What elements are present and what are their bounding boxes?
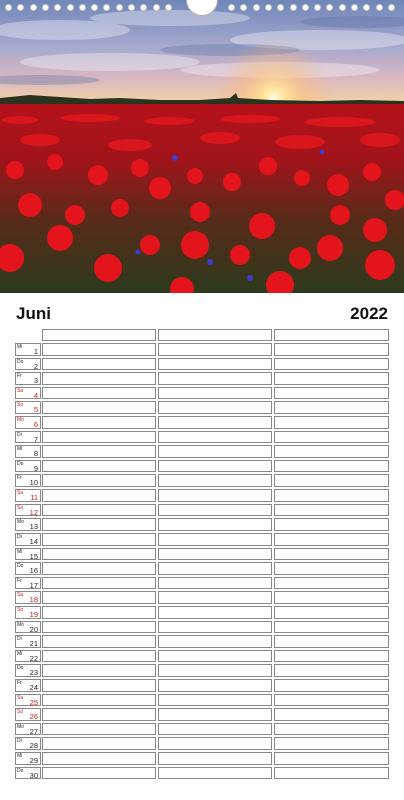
- entry-cell[interactable]: [158, 635, 272, 648]
- entry-cell[interactable]: [274, 372, 389, 385]
- entry-cell[interactable]: [158, 358, 272, 371]
- weekday-label: Di: [17, 636, 22, 643]
- day-row: [15, 372, 390, 385]
- entry-cell[interactable]: [42, 445, 156, 458]
- binding-hole: [376, 4, 383, 11]
- weekday-label: Mi: [17, 548, 23, 555]
- binding-hole: [140, 4, 147, 11]
- day-row: [15, 694, 390, 707]
- entry-cell[interactable]: [42, 621, 156, 634]
- day-number: 11: [30, 493, 38, 503]
- calendar-grid: [15, 329, 390, 781]
- day-number: 20: [29, 624, 38, 634]
- day-number: 12: [29, 507, 38, 517]
- entry-cell[interactable]: [274, 621, 389, 634]
- entry-cell[interactable]: [274, 416, 389, 429]
- day-label: [15, 474, 41, 487]
- entry-cell[interactable]: [42, 664, 156, 677]
- binding-hole: [153, 4, 160, 11]
- day-label: [15, 650, 41, 663]
- day-number: 18: [29, 595, 38, 605]
- weekday-label: So: [17, 606, 24, 613]
- entry-cell[interactable]: [274, 343, 389, 356]
- entry-cell[interactable]: [158, 533, 272, 546]
- day-row: [15, 518, 390, 531]
- day-label: [15, 664, 41, 677]
- weekday-label: Do: [17, 358, 24, 365]
- entry-cell[interactable]: [274, 387, 389, 400]
- day-row: [15, 387, 390, 400]
- day-row: [15, 431, 390, 444]
- weekday-label: Di: [17, 738, 22, 745]
- binding-hole: [42, 4, 49, 11]
- entry-cell[interactable]: [274, 401, 389, 414]
- entry-cell[interactable]: [158, 723, 272, 736]
- entry-cell[interactable]: [158, 650, 272, 663]
- day-number: 2: [33, 361, 38, 371]
- entry-cell[interactable]: [274, 562, 389, 575]
- day-row: [15, 606, 390, 619]
- entry-cell[interactable]: [42, 679, 156, 692]
- weekday-label: So: [17, 402, 24, 409]
- weekday-label: Sa: [17, 490, 24, 497]
- day-number: 27: [29, 726, 38, 736]
- binding-hole: [277, 4, 284, 11]
- day-number: 7: [33, 434, 38, 444]
- weekday-label: Do: [17, 767, 24, 774]
- entry-cell[interactable]: [274, 635, 389, 648]
- entry-cell[interactable]: [274, 606, 389, 619]
- day-label: [15, 387, 41, 400]
- entry-cell[interactable]: [42, 591, 156, 604]
- entry-cell[interactable]: [274, 752, 389, 765]
- weekday-label: Mi: [17, 344, 23, 350]
- day-row: [15, 401, 390, 414]
- day-label: [15, 635, 41, 648]
- binding-hole: [17, 4, 24, 11]
- day-number: 22: [29, 653, 38, 663]
- day-number: 4: [33, 390, 38, 400]
- entry-cell[interactable]: [274, 723, 389, 736]
- entry-cell[interactable]: [158, 401, 272, 414]
- binding-hole: [103, 4, 110, 11]
- column-header: [42, 329, 156, 341]
- day-number: 1: [33, 347, 38, 356]
- entry-cell[interactable]: [42, 518, 156, 531]
- day-label: [15, 548, 41, 561]
- entry-cell[interactable]: [158, 460, 272, 473]
- binding-hole: [54, 4, 61, 11]
- entry-cell[interactable]: [274, 591, 389, 604]
- day-row: [15, 664, 390, 677]
- entry-cell[interactable]: [42, 752, 156, 765]
- entry-cell[interactable]: [274, 664, 389, 677]
- entry-cell[interactable]: [158, 372, 272, 385]
- weekday-label: Mo: [17, 621, 24, 628]
- entry-cell[interactable]: [274, 679, 389, 692]
- binding-hole: [165, 4, 172, 11]
- day-label: [15, 562, 41, 575]
- entry-cell[interactable]: [274, 504, 389, 517]
- entry-cell[interactable]: [42, 650, 156, 663]
- binding-hole: [30, 4, 37, 11]
- entry-cell[interactable]: [42, 387, 156, 400]
- entry-cell[interactable]: [42, 635, 156, 648]
- day-label: [15, 401, 41, 414]
- weekday-label: So: [17, 504, 24, 511]
- binding-hole: [265, 4, 272, 11]
- day-label: [15, 504, 41, 517]
- entry-cell[interactable]: [274, 694, 389, 707]
- day-label: [15, 518, 41, 531]
- binding-hole: [326, 4, 333, 11]
- day-number: 8: [33, 449, 38, 459]
- entry-cell[interactable]: [274, 737, 389, 750]
- day-label: [15, 606, 41, 619]
- day-row: [15, 723, 390, 736]
- header-row: [15, 329, 390, 341]
- day-label: [15, 723, 41, 736]
- day-row: [15, 343, 390, 356]
- binding-hole: [91, 4, 98, 11]
- binding-hole: [128, 4, 135, 11]
- binding-hole: [388, 4, 395, 11]
- hanger-hole: [186, 0, 218, 16]
- entry-cell[interactable]: [158, 606, 272, 619]
- entry-cell[interactable]: [42, 767, 156, 780]
- entry-cell[interactable]: [42, 548, 156, 561]
- entry-cell[interactable]: [158, 489, 272, 502]
- day-label: [15, 343, 41, 356]
- weekday-label: Do: [17, 460, 24, 467]
- entry-cell[interactable]: [158, 416, 272, 429]
- entry-cell[interactable]: [42, 474, 156, 487]
- day-row: [15, 460, 390, 473]
- day-row: [15, 635, 390, 648]
- binding-hole: [339, 4, 346, 11]
- weekday-label: Fr: [17, 373, 22, 380]
- day-row: [15, 591, 390, 604]
- weekday-label: Mi: [17, 753, 23, 760]
- day-label: [15, 489, 41, 502]
- binding-hole: [314, 4, 321, 11]
- binding-hole: [228, 4, 235, 11]
- entry-cell[interactable]: [274, 431, 389, 444]
- day-number: 30: [29, 770, 38, 780]
- entry-cell[interactable]: [158, 504, 272, 517]
- day-row: [15, 767, 390, 780]
- day-row: [15, 752, 390, 765]
- day-label: [15, 708, 41, 721]
- binding-hole: [5, 4, 12, 11]
- binding-hole: [79, 4, 86, 11]
- day-label: [15, 737, 41, 750]
- entry-cell[interactable]: [158, 767, 272, 780]
- weekday-label: Do: [17, 563, 24, 570]
- weekday-label: Mi: [17, 446, 23, 453]
- entry-cell[interactable]: [42, 504, 156, 517]
- entry-cell[interactable]: [158, 343, 272, 356]
- entry-cell[interactable]: [274, 548, 389, 561]
- day-row: [15, 416, 390, 429]
- entry-cell[interactable]: [274, 358, 389, 371]
- calendar-photo: [0, 0, 404, 293]
- binding-hole: [116, 4, 123, 11]
- entry-cell[interactable]: [42, 723, 156, 736]
- day-label: [15, 358, 41, 371]
- day-number: 10: [29, 478, 38, 488]
- day-label: [15, 460, 41, 473]
- day-number: 24: [29, 683, 38, 693]
- month-title: Juni: [16, 304, 51, 323]
- day-number: 16: [29, 566, 38, 576]
- entry-cell[interactable]: [42, 708, 156, 721]
- day-number: 9: [33, 463, 38, 473]
- entry-cell[interactable]: [158, 694, 272, 707]
- entry-cell[interactable]: [42, 372, 156, 385]
- entry-cell[interactable]: [158, 679, 272, 692]
- weekday-label: Sa: [17, 694, 24, 701]
- day-number: 29: [29, 756, 38, 766]
- day-label: [15, 372, 41, 385]
- column-header: [274, 329, 389, 341]
- entry-cell[interactable]: [42, 606, 156, 619]
- year-title: 2022: [350, 304, 388, 323]
- day-label: [15, 752, 41, 765]
- binding-hole: [253, 4, 260, 11]
- weekday-label: Fr: [17, 577, 22, 584]
- entry-cell[interactable]: [158, 737, 272, 750]
- day-number: 21: [29, 639, 38, 649]
- day-row: [15, 737, 390, 750]
- entry-cell[interactable]: [42, 431, 156, 444]
- binding-hole: [240, 4, 247, 11]
- day-row: [15, 445, 390, 458]
- day-row: [15, 489, 390, 502]
- weekday-label: Mo: [17, 519, 24, 526]
- entry-cell[interactable]: [274, 474, 389, 487]
- day-number: 19: [29, 609, 38, 619]
- binding-holes: [0, 0, 404, 16]
- day-number: 17: [29, 580, 38, 590]
- day-row: [15, 533, 390, 546]
- binding-hole: [351, 4, 358, 11]
- entry-cell[interactable]: [42, 489, 156, 502]
- weekday-label: Sa: [17, 592, 24, 599]
- day-row: [15, 577, 390, 590]
- weekday-label: Di: [17, 533, 22, 540]
- day-number: 5: [33, 405, 38, 415]
- entry-cell[interactable]: [42, 416, 156, 429]
- day-row: [15, 621, 390, 634]
- entry-cell[interactable]: [42, 562, 156, 575]
- entry-cell[interactable]: [158, 621, 272, 634]
- day-label: [15, 621, 41, 634]
- entry-cell[interactable]: [274, 489, 389, 502]
- binding-hole: [290, 4, 297, 11]
- day-number: 13: [29, 522, 38, 532]
- entry-cell[interactable]: [274, 445, 389, 458]
- entry-cell[interactable]: [274, 533, 389, 546]
- column-header: [158, 329, 272, 341]
- entry-cell[interactable]: [158, 591, 272, 604]
- entry-cell[interactable]: [42, 533, 156, 546]
- entry-cell[interactable]: [274, 708, 389, 721]
- day-row: [15, 708, 390, 721]
- weekday-label: Sa: [17, 387, 24, 394]
- entry-cell[interactable]: [158, 445, 272, 458]
- entry-cell[interactable]: [274, 650, 389, 663]
- day-label: [15, 767, 41, 780]
- entry-cell[interactable]: [158, 562, 272, 575]
- day-row: [15, 679, 390, 692]
- day-row: [15, 504, 390, 517]
- day-number: 28: [29, 741, 38, 751]
- entry-cell[interactable]: [42, 401, 156, 414]
- day-label: [15, 591, 41, 604]
- day-number: 3: [33, 376, 38, 386]
- day-label: [15, 445, 41, 458]
- weekday-label: Mi: [17, 650, 23, 657]
- entry-cell[interactable]: [158, 708, 272, 721]
- entry-cell[interactable]: [158, 474, 272, 487]
- entry-cell[interactable]: [274, 767, 389, 780]
- entry-cell[interactable]: [42, 343, 156, 356]
- weekday-label: Do: [17, 665, 24, 672]
- binding-hole: [363, 4, 370, 11]
- weekday-label: Mo: [17, 417, 24, 424]
- entry-cell[interactable]: [42, 460, 156, 473]
- day-label: [15, 577, 41, 590]
- entry-cell[interactable]: [42, 737, 156, 750]
- day-number: 14: [29, 536, 38, 546]
- day-number: 6: [33, 420, 38, 430]
- entry-cell[interactable]: [274, 518, 389, 531]
- weekday-label: So: [17, 709, 24, 716]
- binding-hole: [67, 4, 74, 11]
- weekday-label: Mo: [17, 723, 24, 730]
- weekday-label: Di: [17, 431, 22, 438]
- entry-cell[interactable]: [158, 431, 272, 444]
- day-number: 25: [29, 697, 38, 707]
- entry-cell[interactable]: [274, 460, 389, 473]
- entry-cell[interactable]: [158, 752, 272, 765]
- day-label: [15, 416, 41, 429]
- day-number: 26: [29, 712, 38, 722]
- day-row: [15, 358, 390, 371]
- entry-cell[interactable]: [274, 577, 389, 590]
- entry-cell[interactable]: [158, 387, 272, 400]
- day-number: 23: [29, 668, 38, 678]
- entry-cell[interactable]: [42, 358, 156, 371]
- day-row: [15, 650, 390, 663]
- day-row: [15, 548, 390, 561]
- entry-cell[interactable]: [158, 577, 272, 590]
- entry-cell[interactable]: [158, 548, 272, 561]
- binding-hole: [302, 4, 309, 11]
- day-row: [15, 562, 390, 575]
- day-label: [15, 694, 41, 707]
- day-row: [15, 474, 390, 487]
- weekday-label: Fr: [17, 680, 22, 687]
- day-rows: [15, 343, 390, 779]
- day-label: [15, 679, 41, 692]
- day-number: 15: [29, 551, 38, 561]
- entry-cell[interactable]: [42, 694, 156, 707]
- entry-cell[interactable]: [158, 518, 272, 531]
- entry-cell[interactable]: [42, 577, 156, 590]
- entry-cell[interactable]: [158, 664, 272, 677]
- day-label: [15, 533, 41, 546]
- weekday-label: Fr: [17, 475, 22, 482]
- day-label: [15, 431, 41, 444]
